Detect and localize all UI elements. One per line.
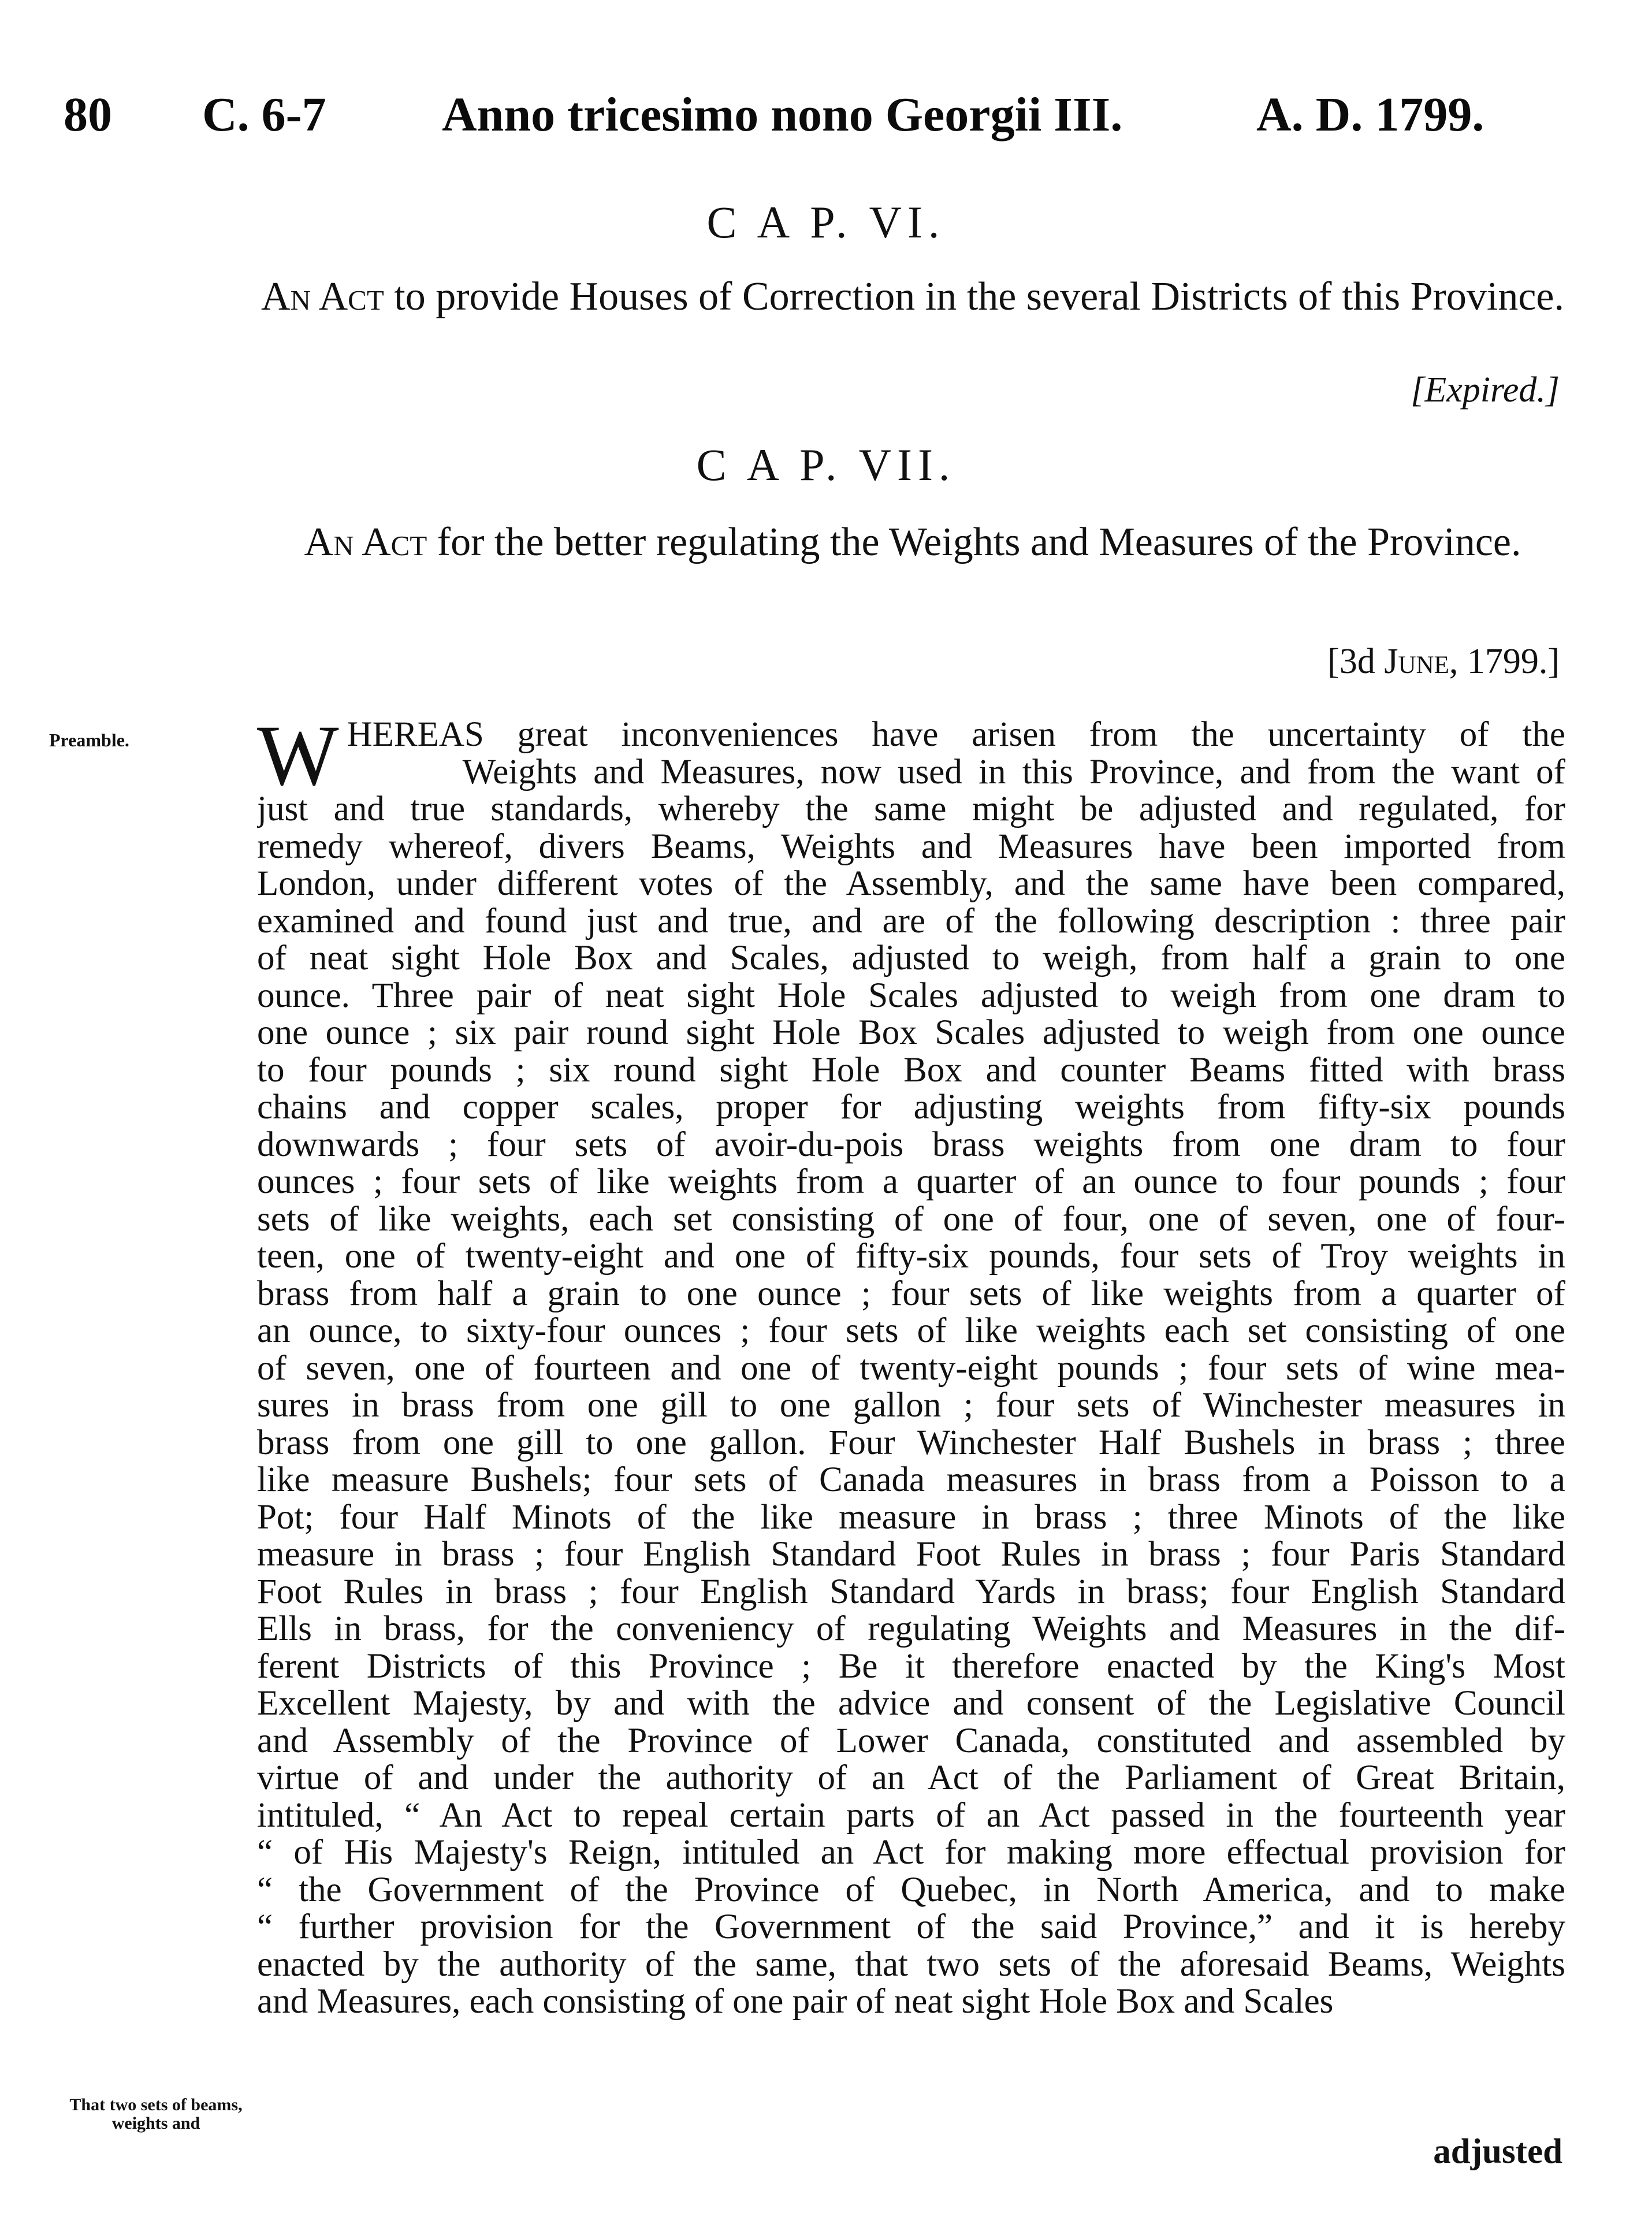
chapter-vi-title-text: to provide Houses of Correction in the several Districts of this Province. [394, 274, 1564, 319]
body-line: downwards ; four sets of avoir-du-pois brass weights from one dram to four [257, 1126, 1565, 1163]
chapter-vii-title-text: for the better regulating the Weights and Measures of the Province. [437, 520, 1521, 564]
catchword: adjusted [1433, 2132, 1562, 2171]
body-line: “ of His Majesty's Reign, intituled an Act for making more effectual provision for [257, 1834, 1565, 1872]
body-line: Weights and Measures, now used in this Province, and from the want of [462, 753, 1565, 791]
enactment-date [1327, 641, 1560, 682]
body-line: sets of like weights, each set consisting of one of four, one of seven, one of four- [257, 1200, 1565, 1238]
body-line: sures in brass from one gill to one gallon ; four sets of Winchester measures in [257, 1387, 1565, 1425]
body-line: brass from half a grain to one ounce ; four sets of like weights from a quarter of [257, 1275, 1565, 1312]
act-body-text [257, 708, 1565, 2021]
body-line: like measure Bushels; four sets of Canada measures in brass from a Poisson to a [257, 1462, 1565, 1499]
body-line: virtue of and under the authority of an Act of the Parliament of Great Britain, [257, 1760, 1565, 1797]
chapter-vi-title [254, 272, 1571, 322]
page-number: 80 [64, 88, 112, 142]
body-line: ounces ; four sets of like weights from a quarter of an ounce to four pounds ; four [257, 1163, 1565, 1201]
body-line: measure in brass ; four English Standard Foot Rules in brass ; four Paris Standard [257, 1536, 1565, 1574]
body-line: ferent Districts of this Province ; Be it therefore enacted by the King's Most [257, 1648, 1565, 1685]
body-line: remedy whereof, divers Beams, Weights and Measures have been imported from [257, 828, 1565, 865]
body-line: teen, one of twenty-eight and one of fifty-six pounds, four sets of Troy weights in [257, 1238, 1565, 1276]
body-line: intituled, “ An Act to repeal certain parts of an Act passed in the fourteenth year [257, 1797, 1565, 1834]
body-line: HEREAS great inconveniences have arisen from the uncertainty of the [347, 716, 1565, 754]
chapter-reference: C. 6-7 [202, 88, 326, 142]
date-month: June [1384, 642, 1449, 681]
body-line: of seven, one of fourteen and one of twenty-eight pounds ; four sets of wine mea- [257, 1349, 1565, 1387]
body-line: one ounce ; six pair round sight Hole Box Scales adjusted to weigh from one ounce [257, 1014, 1565, 1052]
calendar-year: A. D. 1799. [1256, 88, 1484, 142]
body-line: of neat sight Hole Box and Scales, adjusted to weigh, from half a grain to one [257, 940, 1565, 977]
body-line: to four pounds ; six round sight Hole Box and counter Beams fitted with brass [257, 1051, 1565, 1089]
expired-note: [Expired.] [1411, 370, 1560, 410]
body-line: chains and copper scales, proper for adjusting weights from fifty-six pounds [257, 1089, 1565, 1126]
date-year: , 1799.] [1449, 642, 1560, 681]
body-line: enacted by the authority of the same, that two sets of the aforesaid Beams, Weights [257, 1946, 1565, 1983]
body-line: “ the Government of the Province of Quebec, in North America, and to make [257, 1871, 1565, 1909]
running-header [0, 87, 1652, 156]
body-line: an ounce, to sixty-four ounces ; four sets of like weights each set consisting of one [257, 1312, 1565, 1350]
body-line: ounce. Three pair of neat sight Hole Scales adjusted to weigh from one dram to [257, 977, 1565, 1014]
chapter-vi-heading: C A P. VI. [706, 197, 946, 247]
body-line: just and true standards, whereby the same might be adjusted and regulated, for [257, 791, 1565, 828]
chapter-vii-title [254, 517, 1571, 568]
chapter-vii-title-lead: An Act [304, 520, 427, 564]
chapter-vi-title-lead: An Act [261, 274, 384, 319]
body-line: and Assembly of the Province of Lower Canada, constituted and assembled by [257, 1722, 1565, 1760]
body-line: London, under different votes of the Assembly, and the same have been compared, [257, 865, 1565, 903]
body-line: and Measures, each consisting of one pair of neat sight Hole Box and Scales [257, 1983, 1334, 2021]
body-line: examined and found just and true, and are of the following description : three pair [257, 902, 1565, 940]
drop-cap: W [257, 708, 339, 804]
body-line: “ further provision for the Government of the said Province,” and it is hereby [257, 1909, 1565, 1946]
body-line: Excellent Majesty, by and with the advice and consent of the Legislative Council [257, 1685, 1565, 1723]
margin-note-preamble: Preamble. [49, 730, 129, 750]
chapter-vii-heading: C A P. VII. [696, 440, 956, 490]
regnal-year: Anno tricesimo nono Georgii III. [442, 88, 1123, 142]
body-line: Ells in brass, for the conveniency of regulating Weights and Measures in the dif- [257, 1611, 1565, 1648]
margin-note-two-sets: That two sets of beams, weights and [69, 2095, 243, 2133]
body-line: Pot; four Half Minots of the like measure in brass ; three Minots of the like [257, 1499, 1565, 1536]
body-line: brass from one gill to one gallon. Four Winchester Half Bushels in brass ; three [257, 1424, 1565, 1462]
body-line: Foot Rules in brass ; four English Standard Yards in brass; four English Standard [257, 1573, 1565, 1611]
date-day: [3d [1327, 642, 1375, 681]
